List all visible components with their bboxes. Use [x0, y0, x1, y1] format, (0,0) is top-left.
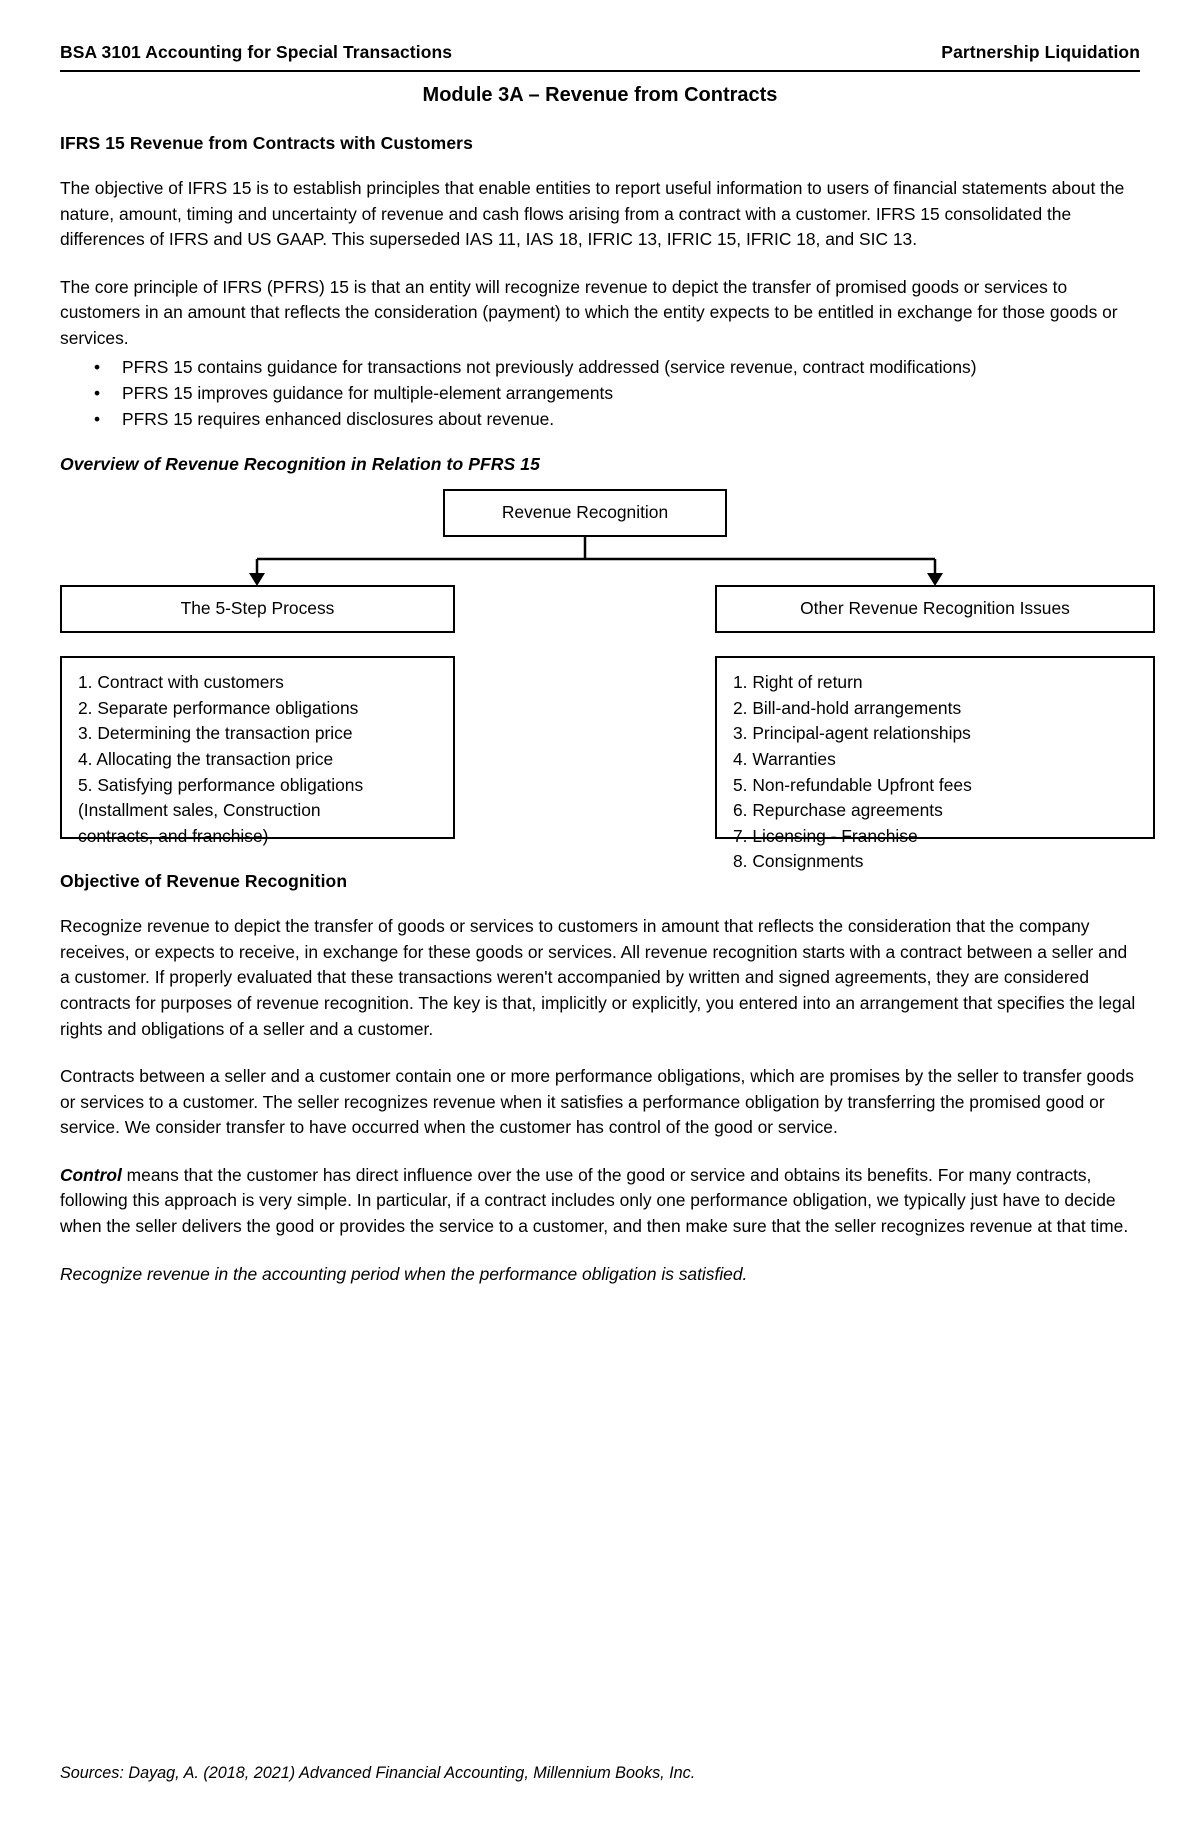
list-item: 1. Contract with customers [78, 672, 284, 693]
list-pfrs15-highlights [60, 355, 1140, 432]
diagram-box-revenue-recognition [443, 489, 727, 537]
paragraph-objective-2: Contracts between a seller and a customer contain one or more performance obligations, which are promises by the seller to transfer goods or services to a customer. The seller recognizes revenue when it satisfies a performance obligation by transferring the promised good or service. We consider transfer to have occurred when the customer has control of the good or service. [60, 1066, 1134, 1138]
list-item: 5. Satisfying performance obligations [78, 774, 364, 795]
list-item: • PFRS 15 improves guidance for multiple-element arrangements [60, 381, 1140, 407]
list-item: 3. Determining the transaction price [78, 723, 353, 744]
paragraph-closing-italic: Recognize revenue in the accounting period when the performance obligation is satisfied. [60, 1263, 748, 1284]
list-item: 4. Allocating the transaction price [78, 748, 334, 769]
list-item: 1. Right of return [733, 672, 863, 693]
list-item: 2. Separate performance obligations [78, 697, 359, 718]
list-item: 5. Non-refundable Upfront fees [733, 774, 972, 795]
diagram-box-label: Revenue Recognition [501, 502, 669, 523]
diagram-box-label: The 5-Step Process [180, 598, 335, 619]
document-sources-footer: Sources: Dayag, A. (2018, 2021) Advanced Financial Accounting, Millennium Books, Inc. [60, 1764, 696, 1782]
section-heading-objective: Objective of Revenue Recognition [60, 871, 348, 892]
diagram-list-other-issues [715, 656, 1155, 872]
list-item: 4. Warranties [733, 748, 836, 769]
document-running-header [60, 42, 1140, 72]
paragraph-objective-control-text: means that the customer has direct influence over the use of the good or service and obtains its benefits. For many contracts, following this approach is very simple. In particular, if a contract includes only one performance obligation, we typically just have to decide when the seller delivers the good or provides the service to a customer, and then make sure that the seller recognizes revenue at that time. [60, 1164, 1129, 1236]
list-item: (Installment sales, Construction [78, 800, 321, 821]
list-item: • PFRS 15 contains guidance for transactions not previously addressed (service revenue, contract modifications) [60, 355, 1140, 381]
list-item: contracts, and franchise) [78, 825, 269, 846]
paragraph-ifrs15-core-principle: The core principle of IFRS (PFRS) 15 is that an entity will recognize revenue to depict the transfer of promised goods or services to customers in an amount that reflects the consideration (payment) to which the entity expects to be entitled in exchange for those goods or services. [60, 276, 1118, 348]
paragraph-objective-1: Recognize revenue to depict the transfer of goods or services to customers in amount that reflects the consideration that the company receives, or expects to receive, in exchange for these goods or services. All revenue recognition starts with a contract between a seller and a customer. If properly evaluated that these transactions weren't accompanied by written and signed agreements, they are considered contracts for purposes of revenue recognition. The key is that, implicitly or explicitly, you entered into an arrangement that specifies the legal rights and obligations of a seller and a customer. [60, 916, 1136, 1039]
paragraph-ifrs15-objective: The objective of IFRS 15 is to establish principles that enable entities to report useful information to users of financial statements about the nature, amount, timing and uncertainty of revenue and cash flows arising from a contract with a customer. IFRS 15 consolidated the differences of IFRS and US GAAP. This superseded IAS 11, IAS 18, IFRIC 13, IFRIC 15, IFRIC 18, and SIC 13. [60, 178, 1125, 250]
diagram-list-five-step-process [60, 656, 455, 846]
header-course-title: BSA 3101 Accounting for Special Transactions [60, 42, 453, 62]
list-item: • PFRS 15 requires enhanced disclosures about revenue. [60, 407, 1140, 433]
diagram-box-five-step-process [60, 585, 455, 633]
list-item: 7. Licensing - Franchise [733, 825, 918, 846]
page-title: Module 3A – Revenue from Contracts [422, 84, 778, 106]
list-item: 3. Principal-agent relationships [733, 723, 971, 744]
list-item: 2. Bill-and-hold arrangements [733, 697, 962, 718]
revenue-recognition-flow-diagram [60, 489, 1140, 872]
diagram-box-label: Other Revenue Recognition Issues [800, 598, 1070, 619]
header-topic-title: Partnership Liquidation [941, 42, 1140, 62]
list-item: 6. Repurchase agreements [733, 800, 943, 821]
paragraph-objective-control [60, 1163, 1140, 1240]
section-heading-overview: Overview of Revenue Recognition in Relation to PFRS 15 [60, 454, 540, 475]
diagram-box-other-issues [715, 585, 1155, 633]
term-control: Control [60, 1164, 122, 1185]
list-item: 8. Consignments [733, 851, 864, 872]
section-heading-ifrs15: IFRS 15 Revenue from Contracts with Customers [60, 133, 473, 153]
